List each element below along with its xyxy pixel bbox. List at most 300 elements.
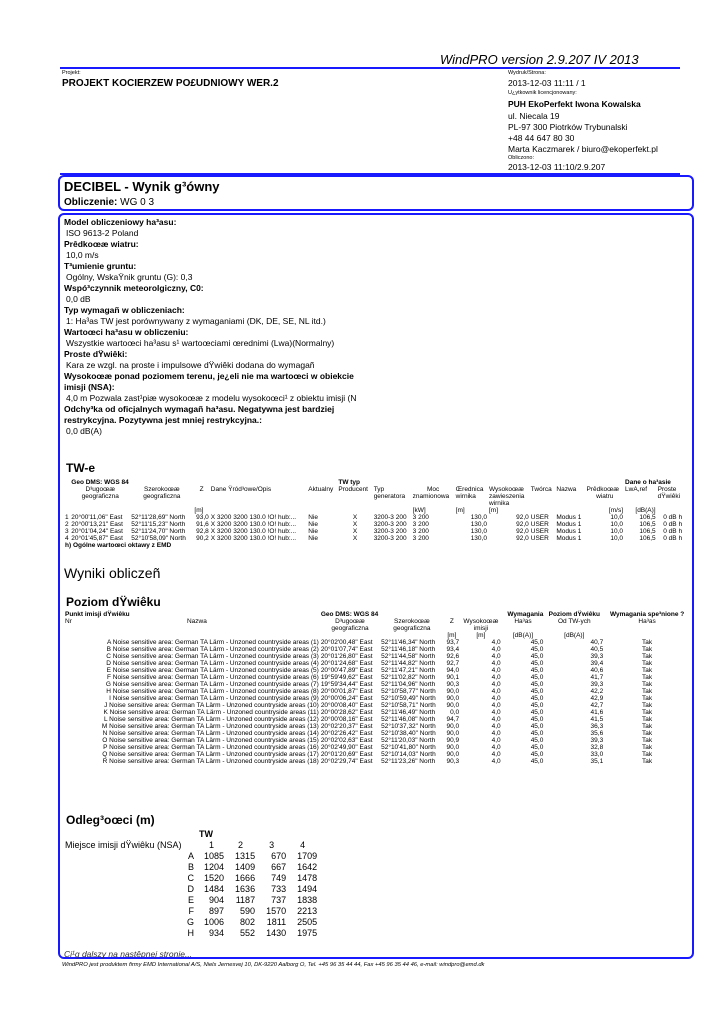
table-cell	[64, 730, 74, 737]
col-header: zawieszenia	[488, 493, 525, 500]
wind-speed: 10,0	[610, 521, 624, 528]
hub-height: 92,0	[516, 521, 529, 528]
hub-height: 92,0	[516, 528, 529, 535]
calculation-name: Obliczenie: WG 0 3	[64, 197, 155, 208]
table-cell	[186, 829, 198, 840]
nsa-id: A	[188, 851, 195, 861]
level: 41,6	[590, 709, 604, 716]
table-cell	[64, 667, 74, 674]
elevation: 90,0	[446, 695, 460, 702]
table-cell	[530, 500, 556, 507]
table-cell	[337, 500, 372, 507]
table-cell	[64, 862, 186, 873]
point-header: Punkt imisji dŸwiêku	[65, 611, 130, 618]
noise-row	[64, 681, 690, 688]
col-header: Nazwa	[186, 618, 207, 625]
noise-row	[64, 751, 690, 758]
table-cell	[64, 688, 74, 695]
requirement: 45,0	[530, 730, 544, 737]
param-label: Wspó³czynnik meteorolgiczny, C0:	[64, 283, 204, 293]
height: 4,0	[491, 660, 501, 667]
requirement: 45,0	[530, 723, 544, 730]
table-cell	[64, 758, 74, 765]
param-label: restrykcyjna. Pozytywna jest mniej restrykcyjna.:	[64, 415, 262, 425]
rotor-diameter: 130,0	[470, 514, 487, 521]
nsa-id: C	[187, 873, 195, 883]
latitude: 52°11'44,82" North	[381, 660, 436, 667]
elevation: 90,3	[446, 681, 460, 688]
table-cell	[307, 493, 337, 500]
table-cell	[64, 723, 74, 730]
table-cell	[657, 500, 684, 507]
table-cell	[64, 928, 186, 939]
col-header: 2	[238, 840, 244, 850]
point-name: N Noise sensitive area: German TA Lärm - Unzoned countryside areas (14)	[102, 730, 319, 737]
wind-speed: 10,0	[610, 535, 624, 542]
table-cell	[307, 507, 337, 514]
noise-row	[64, 744, 690, 751]
col-header: Proste	[657, 486, 677, 493]
col-header: geograficzna	[81, 493, 119, 500]
distance: 897	[209, 906, 225, 916]
turbine-row	[64, 514, 684, 521]
noise-row	[64, 723, 690, 730]
col-header: Nazwa	[556, 486, 577, 493]
requirement: 45,0	[530, 702, 544, 709]
mode-name: Modus 1	[556, 514, 582, 521]
height: 4,0	[491, 674, 501, 681]
longitude: 20°01'07,74" East	[320, 646, 373, 653]
level: 35,1	[590, 758, 604, 765]
results-title: Wyniki obliczeñ	[64, 565, 161, 581]
height: 4,0	[491, 730, 501, 737]
elevation: 90,0	[446, 751, 460, 758]
col-header: Twórca	[530, 486, 552, 493]
generator-type: 3200-3 200	[373, 535, 407, 542]
unit: [m]	[476, 632, 486, 639]
col-header: 4	[300, 840, 306, 850]
table-cell	[64, 702, 74, 709]
distance: 1006	[204, 917, 225, 927]
header-row	[64, 479, 684, 486]
distance: 667	[271, 862, 287, 872]
table-cell	[64, 681, 74, 688]
requirement: 45,0	[530, 646, 544, 653]
table-cell	[64, 829, 186, 840]
longitude: 20°00'47,89" East	[320, 667, 373, 674]
point-name: B Noise sensitive area: German TA Lärm - Unzoned countryside areas (2)	[106, 646, 319, 653]
height: 4,0	[491, 723, 501, 730]
table-cell	[64, 751, 74, 758]
table-cell	[130, 507, 193, 514]
table-cell	[64, 709, 74, 716]
point-name: K Noise sensitive area: German TA Lärm - Unzoned countryside areas (11)	[103, 709, 319, 716]
requirement: 45,0	[530, 667, 544, 674]
col-header: Szerokoœæ	[394, 618, 430, 625]
col-header: Ha³as	[638, 618, 656, 625]
table-cell	[186, 840, 198, 851]
param-value: 1: Ha³as TW jest porównywany z wymaganiami (DK, DE, SE, NL itd.)	[66, 316, 326, 326]
generator-type: 3200-3 200	[373, 514, 407, 521]
distance: 1315	[235, 851, 256, 861]
latitude: 52°10'58,71" North	[381, 702, 436, 709]
rated-power: 3 200	[412, 535, 429, 542]
generator-type: 3200-3 200	[373, 528, 407, 535]
table-cell	[64, 625, 74, 632]
wind-speed: 10,0	[610, 528, 624, 535]
lwa-ref: 106,5	[639, 535, 656, 542]
point-name: A Noise sensitive area: German TA Lärm - Unzoned countryside areas (1)	[106, 639, 319, 646]
req-header: Wymagania	[507, 611, 544, 618]
level: 42,7	[590, 702, 604, 709]
met: Tak	[642, 744, 653, 751]
table-cell	[64, 639, 74, 646]
tones: 0 dB	[663, 535, 677, 542]
module-title-box	[58, 175, 694, 211]
col-header: Moc	[427, 486, 440, 493]
rated-power: 3 200	[412, 521, 429, 528]
table-cell	[64, 660, 74, 667]
elevation: 90,1	[446, 674, 460, 681]
distance-row	[64, 873, 318, 884]
rotor-diameter: 130,0	[470, 528, 487, 535]
manufacturer: X	[352, 528, 358, 535]
col-header: Producent	[338, 486, 368, 493]
longitude: 20°02'49,90" East	[320, 744, 373, 751]
distance: 749	[271, 873, 287, 883]
phone: +48 44 647 80 30	[508, 133, 575, 143]
lwa-ref: 106,5	[639, 514, 656, 521]
distance-row	[64, 895, 318, 906]
distance-row	[64, 906, 318, 917]
longitude: 20°01'45,87" East	[71, 535, 123, 542]
height: 4,0	[491, 709, 501, 716]
col-header: Nr	[65, 618, 72, 625]
distances-table	[64, 829, 318, 939]
table-cell	[210, 493, 308, 500]
noise-row	[64, 695, 690, 702]
table-cell	[74, 625, 320, 632]
param-value: Wszystkie wartoœci ha³asu s¹ wartoœciami œrednimi (Lwa)(Normalny)	[66, 338, 335, 348]
table-cell	[555, 500, 585, 507]
level: 39,4	[590, 660, 604, 667]
param-value: Ogólny, WskaŸnik gruntu (G): 0,3	[66, 272, 193, 282]
met: Tak	[642, 688, 653, 695]
tw-label: TW	[199, 829, 214, 839]
latitude: 52°11'46,49" North	[381, 709, 436, 716]
manufacturer: X	[352, 521, 358, 528]
point-name: E Noise sensitive area: German TA Lärm - Unzoned countryside areas (5)	[106, 667, 319, 674]
col-header: Szerokoœæ	[143, 486, 180, 493]
requirement: 45,0	[530, 737, 544, 744]
latitude: 52°11'02,82" North	[381, 674, 436, 681]
report-header	[60, 69, 680, 175]
table-cell	[64, 695, 74, 702]
table-cell	[225, 829, 256, 840]
nsa-id: B	[188, 862, 195, 872]
rated-power: 3 200	[412, 528, 429, 535]
requirement: 45,0	[530, 758, 544, 765]
tones: 0 dB	[663, 514, 677, 521]
latitude: 52°11'15,23" North	[131, 521, 186, 528]
table-cell	[412, 500, 455, 507]
tones-note: h	[678, 521, 683, 528]
main-content	[58, 213, 694, 959]
table-cell	[64, 851, 186, 862]
table-cell	[412, 479, 556, 486]
noise-title: Poziom dŸwiêku	[66, 595, 161, 609]
point-name: D Noise sensitive area: German TA Lärm - Unzoned countryside areas (4)	[106, 660, 319, 667]
unit: [m]	[455, 507, 465, 514]
address-line-1: ul. Niecala 19	[508, 111, 560, 121]
table-cell	[455, 500, 488, 507]
requirement: 45,0	[530, 688, 544, 695]
distance: 802	[240, 917, 256, 927]
table-cell	[64, 895, 186, 906]
turbine-row	[64, 528, 684, 535]
table-cell	[555, 479, 624, 486]
table-cell	[256, 829, 287, 840]
met: Tak	[642, 667, 653, 674]
rotor-diameter: 130,0	[470, 521, 487, 528]
licensed-label: U¿ytkownik licencjonowany:	[508, 90, 577, 96]
col-header: Z	[449, 618, 454, 625]
param-label: Wartoœci ha³asu w obliczeniu:	[64, 327, 189, 337]
level: 40,7	[590, 639, 604, 646]
table-cell	[373, 507, 412, 514]
nsa-id: D	[187, 884, 195, 894]
manufacturer: X	[352, 514, 358, 521]
tones-note: h	[678, 514, 683, 521]
table-cell	[444, 625, 460, 632]
met: Tak	[642, 674, 653, 681]
point-name: L Noise sensitive area: German TA Lärm - Unzoned countryside areas (12)	[103, 716, 319, 723]
elevation: 90,3	[446, 758, 460, 765]
elevation: 94,0	[446, 667, 460, 674]
hub-height: 92,0	[516, 535, 529, 542]
met-header: Wymagania spe³nione ?	[609, 611, 685, 618]
header-row	[64, 840, 318, 851]
header-row	[64, 493, 684, 500]
latitude: 52°10'41,80" North	[381, 744, 436, 751]
tones: 0 dB	[663, 528, 677, 535]
table-cell	[604, 632, 690, 639]
level: 41,7	[590, 674, 604, 681]
distance: 670	[271, 851, 287, 861]
wind-speed: 10,0	[610, 514, 624, 521]
print-label: Wydruk/Strona:	[508, 70, 546, 76]
distance: 1636	[235, 884, 256, 894]
col-header: Typ	[373, 486, 385, 493]
col-header: Aktualny	[308, 486, 334, 493]
point-name: F Noise sensitive area: German TA Lärm - Unzoned countryside areas (6)	[106, 674, 319, 681]
elevation: 90,0	[446, 744, 460, 751]
units-row	[64, 632, 690, 639]
col-header: Prêdkoœæ	[586, 486, 619, 493]
unit: [m]	[194, 507, 204, 514]
col-header: Wysokoœæ	[488, 486, 524, 493]
table-cell	[64, 884, 186, 895]
elevation: 92,6	[446, 653, 460, 660]
param-label: imisji (NSA):	[64, 382, 115, 392]
table-cell	[64, 632, 74, 639]
distance: 1570	[266, 906, 287, 916]
col-header: geograficzna	[393, 625, 431, 632]
unit: [dB(A)]	[635, 507, 656, 514]
requirement: 45,0	[530, 709, 544, 716]
col-header: wirnika	[488, 500, 510, 507]
latitude: 52°11'46,18" North	[381, 646, 436, 653]
unit: [m]	[447, 632, 457, 639]
longitude: 20°01'20,69" East	[320, 751, 373, 758]
elevation: 90,9	[446, 737, 460, 744]
table-cell	[64, 906, 186, 917]
noise-row	[64, 639, 690, 646]
longitude: 20°01'24,68" East	[320, 660, 373, 667]
met: Tak	[642, 723, 653, 730]
point-name: R Noise sensitive area: German TA Lärm - Unzoned countryside areas (18)	[102, 758, 319, 765]
longitude: 20°00'06,24" East	[320, 695, 373, 702]
unit: [kW]	[412, 507, 426, 514]
description: X 3200 3200 130.0 !O! hub:...	[210, 528, 297, 535]
elevation: 93,0	[196, 514, 209, 521]
level-header: Poziom dŸwiêku	[548, 611, 600, 618]
table-cell	[64, 716, 74, 723]
met: Tak	[642, 660, 653, 667]
table-cell	[320, 632, 380, 639]
unit: [dB(A)]	[564, 632, 585, 639]
distance: 2505	[297, 917, 318, 927]
longitude: 20°02'26,42" East	[320, 730, 373, 737]
elevation: 92,8	[196, 528, 209, 535]
point-name: I Noise sensitive area: German TA Lärm - Unzoned countryside areas (9)	[109, 695, 319, 702]
table-cell	[74, 632, 320, 639]
latitude: 52°10'58,77" North	[381, 688, 436, 695]
table-cell	[130, 500, 193, 507]
latitude: 52°10'58,09" North	[131, 535, 186, 542]
latitude: 52°11'04,96" North	[381, 681, 436, 688]
rotor-diameter: 130,0	[470, 535, 487, 542]
noise-row	[64, 667, 690, 674]
level: 39,3	[590, 653, 604, 660]
point-name: H Noise sensitive area: German TA Lärm - Unzoned countryside areas (8)	[106, 688, 319, 695]
col-header: Z	[199, 486, 204, 493]
height: 4,0	[491, 737, 501, 744]
distance: 1494	[297, 884, 318, 894]
longitude: 20°02'20,37" East	[320, 723, 373, 730]
turbine-row	[64, 535, 684, 542]
elevation: 90,0	[446, 723, 460, 730]
noise-data-header: Dane o ha³asie	[625, 479, 671, 486]
latitude: 52°11'46,08" North	[381, 716, 436, 723]
noise-row	[64, 674, 690, 681]
turbine-no: 2	[65, 521, 69, 528]
company-name: PUH EkoPerfekt Iwona Kowalska	[508, 99, 641, 109]
point-name: M Noise sensitive area: German TA Lärm - Unzoned countryside areas (13)	[101, 723, 319, 730]
met: Tak	[642, 681, 653, 688]
octave-note: h) Ogólne wartoœci oktawy z EMD	[65, 542, 172, 549]
requirement: 45,0	[530, 660, 544, 667]
geo-header: Geo DMS: WGS 84	[71, 479, 129, 486]
height: 4,0	[491, 688, 501, 695]
col-header: generatora	[373, 493, 406, 500]
level: 35,6	[590, 730, 604, 737]
level: 42,2	[590, 688, 604, 695]
level: 41,5	[590, 716, 604, 723]
noise-row	[64, 688, 690, 695]
calc-parameters	[64, 217, 464, 437]
col-header: dŸwiêki	[657, 493, 681, 500]
actual: Nie	[308, 535, 319, 542]
project-name: PROJEKT KOCIERZEW PO£UDNIOWY WER.2	[62, 78, 279, 89]
point-name: O Noise sensitive area: German TA Lärm - Unzoned countryside areas (15)	[102, 737, 319, 744]
nsa-id: E	[188, 895, 195, 905]
table-cell	[210, 479, 308, 486]
header-row	[64, 500, 684, 507]
creator: USER	[530, 528, 549, 535]
elevation: 90,0	[446, 688, 460, 695]
col-header: geograficzna	[331, 625, 369, 632]
longitude: 20°02'02,63" East	[320, 737, 373, 744]
distance-row	[64, 862, 318, 873]
elevation: 91,6	[196, 521, 209, 528]
elevation: 90,0	[446, 730, 460, 737]
distance: 1520	[204, 873, 225, 883]
level: 36,3	[590, 723, 604, 730]
elevation: 90,0	[446, 702, 460, 709]
distance: 1478	[297, 873, 318, 883]
contact-email: Marta Kaczmarek / biuro@ekoperfekt.pl	[508, 144, 658, 154]
table-cell	[624, 493, 657, 500]
table-cell	[193, 493, 209, 500]
longitude: 20°00'01,87" East	[320, 688, 373, 695]
table-cell	[64, 917, 186, 928]
table-cell	[544, 625, 604, 632]
distance: 1409	[235, 862, 256, 872]
level: 39,3	[590, 681, 604, 688]
longitude: 20°00'13,21" East	[71, 521, 123, 528]
requirement: 45,0	[530, 716, 544, 723]
nsa-id: G	[187, 917, 195, 927]
level: 40,5	[590, 646, 604, 653]
height: 4,0	[491, 646, 501, 653]
met: Tak	[642, 751, 653, 758]
distance: 1642	[297, 862, 318, 872]
table-cell	[70, 500, 130, 507]
col-header: Ha³as	[514, 618, 532, 625]
actual: Nie	[308, 514, 319, 521]
table-cell	[624, 500, 657, 507]
creator: USER	[530, 535, 549, 542]
level: 32,8	[590, 744, 604, 751]
actual: Nie	[308, 521, 319, 528]
table-cell	[585, 500, 624, 507]
turbine-no: 4	[65, 535, 69, 542]
nsa-label: Miejsce imisji dŸwiêku (NSA)	[65, 840, 182, 850]
table-cell	[64, 653, 74, 660]
elevation: 92,7	[446, 660, 460, 667]
actual: Nie	[308, 528, 319, 535]
table-cell	[555, 507, 585, 514]
table-cell	[64, 646, 74, 653]
latitude: 52°10'59,49" North	[381, 695, 436, 702]
distance: 552	[240, 928, 256, 938]
met: Tak	[642, 646, 653, 653]
distance-row	[64, 928, 318, 939]
description: X 3200 3200 130.0 !O! hub:...	[210, 521, 297, 528]
level: 33,0	[590, 751, 604, 758]
level: 40,6	[590, 667, 604, 674]
